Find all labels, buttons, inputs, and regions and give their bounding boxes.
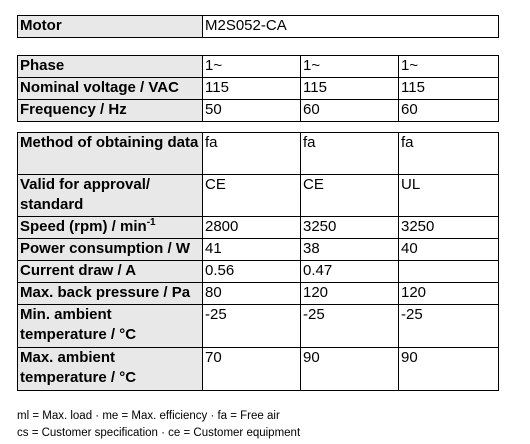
table-row <box>18 261 499 283</box>
cell: 38 <box>301 239 399 261</box>
footnote-legend-2: cs = Customer specification · ce = Customer equipment <box>17 427 301 439</box>
row-label: Current draw / A <box>18 261 203 283</box>
table-row <box>18 175 499 217</box>
cell: 80 <box>203 283 301 305</box>
cell: 115 <box>399 78 499 100</box>
row-label: Nominal voltage / VAC <box>18 78 203 100</box>
cell: CE <box>203 175 301 217</box>
cell: 2800 <box>203 217 301 239</box>
row-label: Valid for approval/ standard <box>18 175 203 217</box>
cell: CE <box>301 175 399 217</box>
row-label: Max. back pressure / Pa <box>18 283 203 305</box>
performance-table <box>17 132 499 391</box>
motor-value: M2S052-CA <box>203 16 499 38</box>
cell: 1~ <box>399 56 499 78</box>
cell: 120 <box>399 283 499 305</box>
cell: fa <box>301 133 399 175</box>
cell: fa <box>399 133 499 175</box>
cell: fa <box>203 133 301 175</box>
cell: 115 <box>301 78 399 100</box>
cell: 40 <box>399 239 499 261</box>
cell: 90 <box>301 348 399 391</box>
table-row <box>18 217 499 239</box>
cell: UL <box>399 175 499 217</box>
speed-label-exponent: -1 <box>146 217 156 228</box>
electrical-table <box>17 55 499 122</box>
table-row <box>18 283 499 305</box>
cell: 3250 <box>301 217 399 239</box>
cell: 120 <box>301 283 399 305</box>
cell: 60 <box>399 100 499 122</box>
motor-row <box>18 16 499 38</box>
cell: 115 <box>203 78 301 100</box>
row-label: Power consumption / W <box>18 239 203 261</box>
cell: -25 <box>399 305 499 348</box>
row-label: Min. ambient temperature / °C <box>18 305 203 348</box>
cell: 0.56 <box>203 261 301 283</box>
row-label: Frequency / Hz <box>18 100 203 122</box>
cell: 50 <box>203 100 301 122</box>
cell: -25 <box>203 305 301 348</box>
row-label: Method of obtaining data <box>18 133 203 175</box>
cell: 90 <box>399 348 499 391</box>
cell: 1~ <box>203 56 301 78</box>
table-row <box>18 239 499 261</box>
row-label: Phase <box>18 56 203 78</box>
cell: 0.47 <box>301 261 399 283</box>
motor-table <box>17 15 499 38</box>
cell: 41 <box>203 239 301 261</box>
table-row <box>18 100 499 122</box>
cell: 60 <box>301 100 399 122</box>
speed-label-text: Speed (rpm) / min <box>20 218 147 235</box>
cell: 70 <box>203 348 301 391</box>
table-row <box>18 78 499 100</box>
footnote-legend-1: ml = Max. load · me = Max. efficiency · fa = Free air <box>17 410 280 422</box>
cell: 1~ <box>301 56 399 78</box>
row-label: Max. ambient temperature / °C <box>18 348 203 391</box>
row-label <box>18 217 203 239</box>
table-row <box>18 56 499 78</box>
cell: 3250 <box>399 217 499 239</box>
motor-label: Motor <box>18 16 203 38</box>
table-row <box>18 348 499 391</box>
cell <box>399 261 499 283</box>
table-row <box>18 305 499 348</box>
table-row <box>18 133 499 175</box>
cell: -25 <box>301 305 399 348</box>
